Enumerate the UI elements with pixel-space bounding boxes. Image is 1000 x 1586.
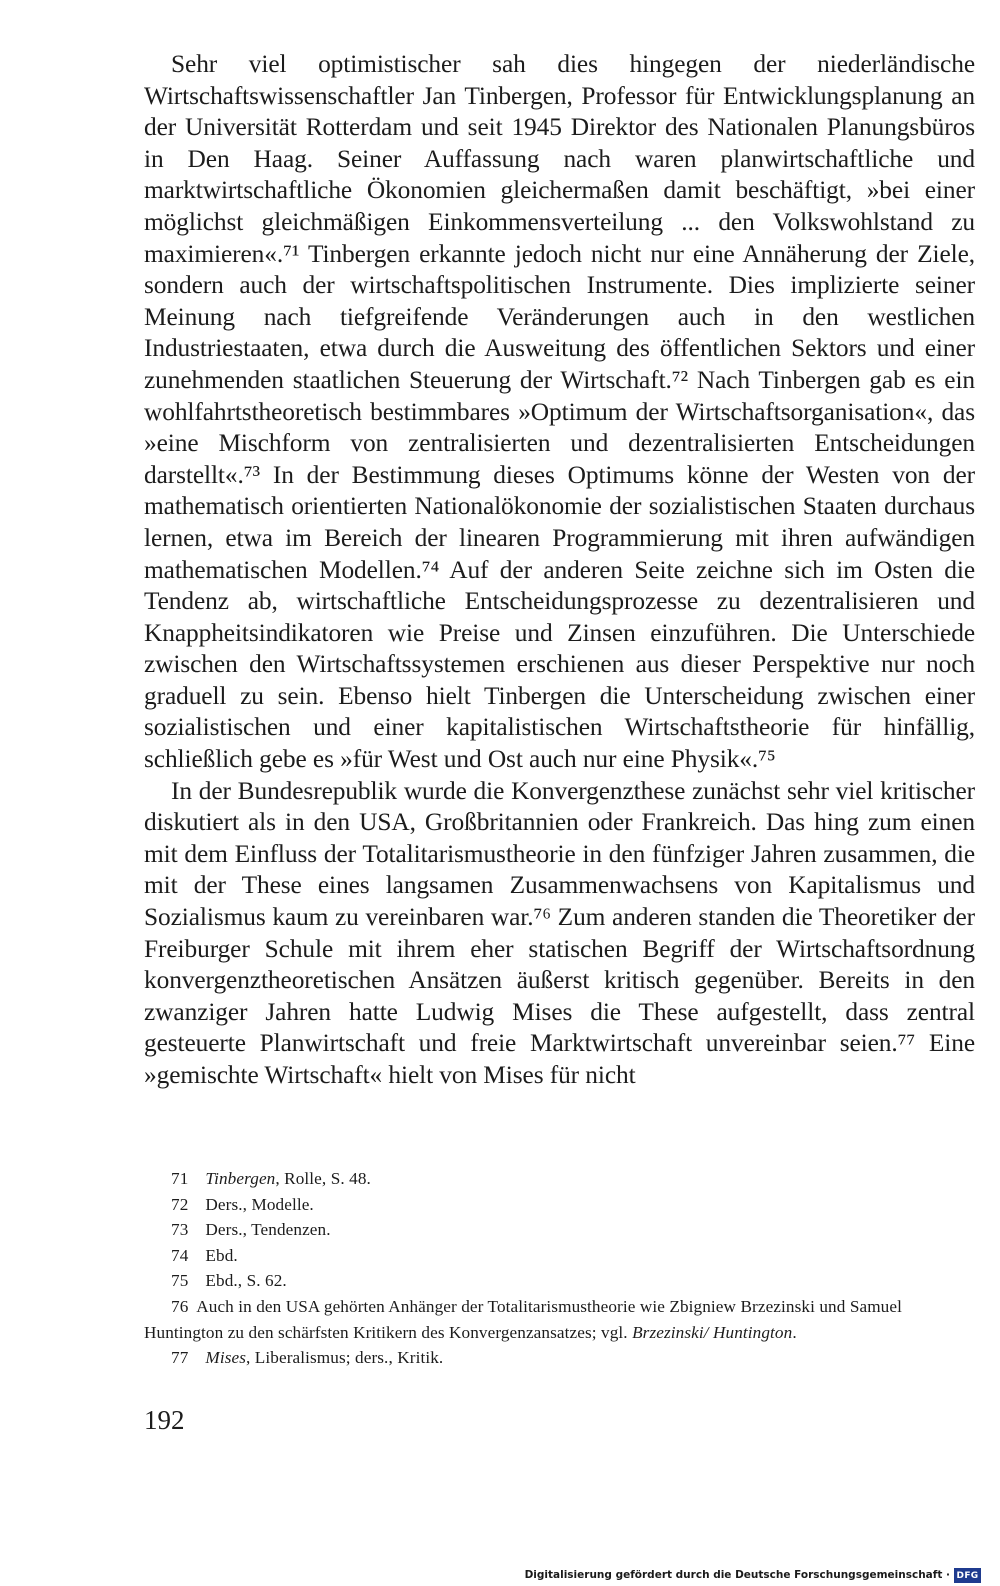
- footnote-text: , Liberalismus; ders., Kritik.: [246, 1348, 444, 1368]
- page-number: 192: [144, 1405, 185, 1435]
- footnote-text: , Rolle, S. 48.: [275, 1169, 371, 1188]
- footnote-text: Ebd.: [205, 1245, 238, 1265]
- footnotes: [144, 1166, 975, 1371]
- paragraph-1: Sehr viel optimistischer sah dies hingegen der niederländische Wirtschaftswissenschaftler Jan Tinbergen, Professor für Entwicklungsplanung an der Universität Rotterdam und seit 1945 Direktor des Nationalen Planungsbüros in Den Haag. Seiner Auffassung nach waren planwirtschaftliche und marktwirtschaftliche Ökonomien gleichermaßen damit beschäftigt, »bei einer möglichst gleichmäßigen Einkommensverteilung ... den Volkswohlstand zu maximieren«.⁷¹ Tinbergen erkannte jedoch nicht nur eine Annäherung der Ziele, sondern auch der wirtschaftspolitischen Instrumente. Dies implizierte seiner Meinung nach tiefgreifende Veränderungen auch in den westlichen Industriestaaten, etwa durch die Ausweitung des öffentlichen Sektors und einer zunehmenden staatlichen Steuerung der Wirtschaft.⁷² Nach Tinbergen gab es ein wohlfahrtstheoretisch bestimmbares »Optimum der Wirtschaftsorganisation«, das »eine Mischform von zentralisierten und dezentralisierten Entscheidungen darstellt«.⁷³ In der Bestimmung dieses Optimums könne der Westen von der mathematisch orientierten Nationalökonomie der sozialistischen Staaten durchaus lernen, etwa im Bereich der linearen Programmierung mit ihren aufwändigen mathematischen Modellen.⁷⁴ Auf der anderen Seite zeichne sich im Osten die Tendenz ab, wirtschaftliche Entscheidungsprozesse zu dezentralisieren und Knappheitsindikatoren wie Preise und Zinsen einzuführen. Die Unterschiede zwischen den Wirtschaftssystemen erschienen aus dieser Perspektive nur noch graduell zu sein. Ebenso hielt Tinbergen die Unterscheidung zwischen einer sozialistischen und einer kapitalistischen Wirtschaftstheorie für hinfällig, schließlich gebe es »für West und Ost auch nur eine Physik«.⁷⁵: [144, 50, 975, 774]
- footnote-number: 75: [171, 1271, 189, 1291]
- footnote-74: [144, 1243, 975, 1269]
- footnote-76: [144, 1294, 975, 1345]
- footnote-75: [144, 1268, 975, 1294]
- footnote-71: [144, 1166, 975, 1192]
- footnote-number: 71: [171, 1169, 189, 1188]
- footnote-number: 77: [171, 1348, 189, 1368]
- paragraph-2: In der Bundesrepublik wurde die Konvergenzthese zunächst sehr viel kritischer diskutiert als in den USA, Großbritannien oder Frankreich. Das hing zum einen mit dem Einfluss der Totalitarismustheorie in den fünfziger Jahren zusammen, die mit der These eines langsamen Zusammenwachsens von Kapitalismus und Sozialismus kaum zu vereinbaren war.⁷⁶ Zum anderen standen die Theoretiker der Freiburger Schule mit ihrem eher statischen Begriff der Wirtschaftsordnung konvergenztheoretischen Ansätzen äußerst kritisch gegenüber. Bereits in den zwanziger Jahren hatte Ludwig Mises die These aufgestellt, dass zentral gesteuerte Planwirtschaft und freie Marktwirtschaft unvereinbar seien.⁷⁷ Eine »gemischte Wirtschaft« hielt von Mises für nicht: [144, 776, 975, 1089]
- dfg-logo: DFG: [954, 1568, 981, 1583]
- footnote-73: [144, 1217, 975, 1243]
- footnote-72: [144, 1192, 975, 1218]
- main-text: [144, 49, 975, 1092]
- digitization-credit: Digitalisierung gefördert durch die Deutsche Forschungsgemeinschaft ·: [524, 1569, 950, 1581]
- footnote-number: 76: [171, 1296, 189, 1316]
- footnote-number: 72: [171, 1194, 189, 1214]
- footnote-author: Tinbergen: [205, 1169, 276, 1188]
- footnote-77: [144, 1345, 975, 1371]
- footnote-number: 73: [171, 1220, 189, 1240]
- footnote-text: Ders., Modelle.: [205, 1194, 314, 1214]
- footnote-number: 74: [171, 1245, 189, 1265]
- footnote-text: Ebd., S. 62.: [205, 1271, 287, 1291]
- footnote-text-end: .: [792, 1322, 797, 1342]
- footnote-text: Auch in den USA gehörten Anhänger der Totalitarismustheorie wie Zbigniew Brzezinski und Samuel Huntington zu den schärfsten Kritikern des Konvergenzansatzes; vgl.: [144, 1296, 902, 1342]
- footnote-author: Brzezinski/ Huntington: [632, 1322, 793, 1342]
- footnote-text: Ders., Tendenzen.: [205, 1220, 331, 1240]
- footnote-author: Mises: [205, 1348, 247, 1368]
